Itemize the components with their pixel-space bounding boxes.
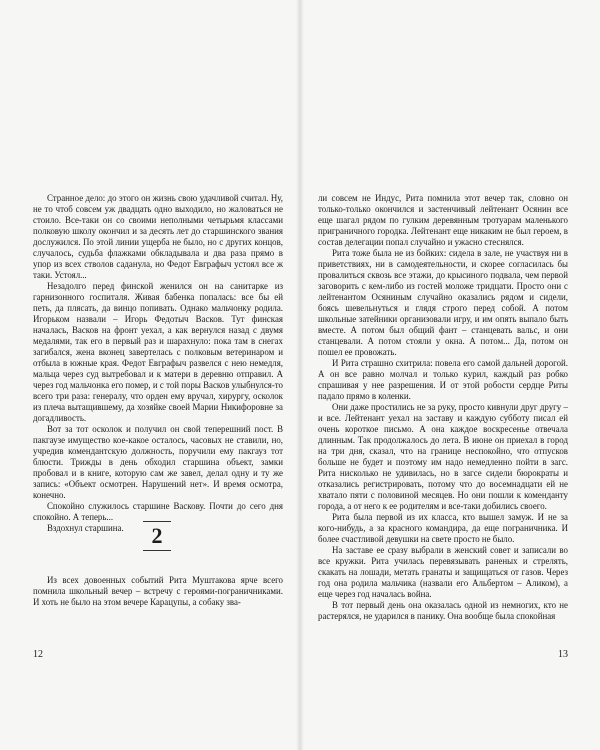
paragraph: Вот за тот осколок и получил он свой теперешний пост. В пакгаузе имущество кое-какое осталось, часовых не ставили, но, учредив комендантскую должность, поручили ему пакгауз тот блюсти. Трижды в день обходил старшина объект, замки пробовал и в книге, которую сам же завел, делал одну и ту же запись: «Объект осмотрен. Нарушений нет». И время осмотра, конечно. xyxy=(33,424,283,500)
paragraph: В тот первый день она оказалась одной из немногих, кто не растерялся, не ударился в панику. Она вообще была спокойная xyxy=(318,600,568,621)
paragraph: Рита тоже была не из бойких: сидела в зале, не участвуя ни в приветствиях, ни в самодеятельности, и скорее согласилась бы провалиться сквозь все этажи, до крысиного подвала, чем первой заговорить с кем-либо из гостей моложе тридцати. Просто они с лейтенантом Осяниным случайно оказались рядом и сидели, боясь шевельнуться и глядя строго перед собой. А потом школьные затейники организовали игру, и им опять выпало быть вместе. А потом был общий фант – станцевать вальс, и они станцевали. А потом стояли у окна. А потом... Да, потом он пошел ее провожать. xyxy=(318,248,568,357)
paragraph: Из всех довоенных событий Рита Муштакова ярче всего помнила школьный вечер – встречу с героями-пограничниками. И хоть не было на этом вечере Карацупы, а собаку зва- xyxy=(33,575,283,607)
paragraph: На заставе ее сразу выбрали в женский совет и записали во все кружки. Рита училась перевязывать раненых и стрелять, скакать на лошади, метать гранаты и защищаться от газов. Через год она родила мальчика (назвали его Альбертом – Аликом), а еще через год началась война. xyxy=(318,545,568,599)
paragraph: Незадолго перед финской женился он на санитарке из гарнизонного госпиталя. Живая бабенка попалась: все бы ей петь, да плясать, да винцо попивать. Однако мальчонку родила. Игорьком назвали – Игорь Федотыч Васков. Тут финская началась, Васков на фронт уехал, а как вернулся назад с двумя медалями, так его в первый раз и шарахнуло: пока там в снегах загибался, жена вконец завертелась с полковым ветеринаром и отбыла в южные края. Федот Евграфыч развелся с нею немедля, мальца через суд вытребовал и к матери в деревню отправил. А через год мальчонка его помер, и с той поры Васков улыбнулся-то всего три раза: генералу, что орден ему вручал, хирургу, осколок из плеча вытащившему, да хозяйке своей Марии Никифоровне за догадливость. xyxy=(33,281,283,423)
chapter-number: 2 xyxy=(143,521,171,551)
paragraph: ли совсем не Индус, Рита помнила этот вечер так, словно он только-только окончился и застенчивый лейтенант Осянин все еще шагал рядом по гулким деревянным тротуарам маленького приграничного городка. Лейтенант еще никаким не был героем, в состав делегации попал случайно и ужасно стеснялся. xyxy=(318,193,568,247)
left-page-text xyxy=(33,193,283,534)
paragraph: Вздохнул старшина. xyxy=(47,523,124,533)
paragraph: Рита была первой из их класса, кто вышел замуж. И не за кого-нибудь, а за красного командира, да еще пограничника. И более счастливой девушки на свете просто не было. xyxy=(318,512,568,544)
right-page xyxy=(300,0,600,750)
page-number-right: 13 xyxy=(558,649,568,660)
right-page-text xyxy=(318,193,568,622)
paragraph: Они даже простились не за руку, просто кивнули друг другу – и все. Лейтенант уехал на заставу и каждую субботу писал ей очень короткое письмо. А она каждое воскресенье отвечала длинным. Так продолжалось до лета. В июне он приехал в город на три дня, сказал, что на границе неспокойно, что отпусков больше не будет и поэтому им надо немедленно пойти в загс. Рита нисколько не удивилась, но в загсе сидели бюрократы и отказались регистрировать, потому что до восемнадцати ей не хватало пяти с половиной месяцев. Но они пошли к коменданту города, а от него к ее родителям и все-таки добились своего. xyxy=(318,402,568,511)
page-number-left: 12 xyxy=(33,649,43,660)
paragraph: Странное дело: до этого он жизнь свою удачливой считал. Ну, не то чтоб совсем уж двадцать одно выходило, но жаловаться не стоило. Все-таки он со своими неполными четырьмя классами полковую школу окончил и за десять лет до старшинского звания дослужился. По этой линии ущерба не было, но с других концов, случалось, судьба флажками обкладывала и два раза прямо в упор из всех стволов саданула, но Федот Евграфыч устоял все ж таки. Устоял... xyxy=(33,193,283,280)
paragraph: Спокойно служилось старшине Васкову. Почти до сего дня спокойно. А теперь... xyxy=(33,501,283,522)
paragraph: И Рита страшно схитрила: повела его самой дальней дорогой. А он все равно молчал и только курил, каждый раз робко спрашивая у нее разрешения. И от этой робости сердце Риты падало прямо в коленки. xyxy=(318,358,568,401)
chapter-text xyxy=(33,575,283,608)
